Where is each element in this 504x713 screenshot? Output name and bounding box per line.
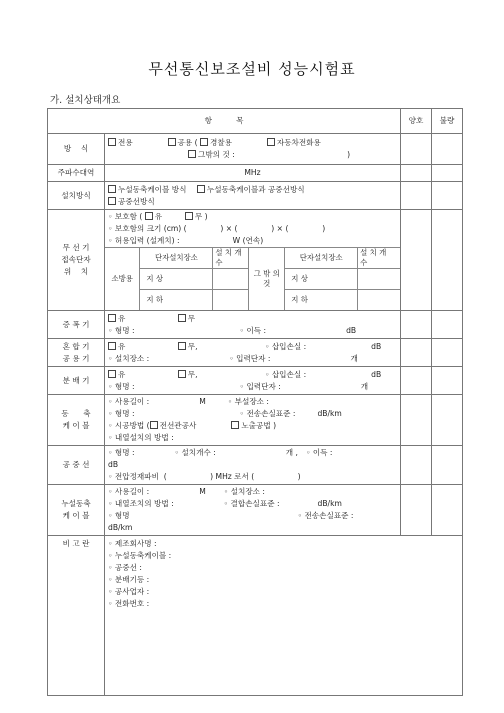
leaky-good-cell[interactable] — [401, 485, 432, 536]
coax-row — [48, 395, 463, 446]
checkbox-exposed[interactable] — [231, 421, 239, 429]
divider-label: 분 배 기 — [48, 367, 105, 395]
amp-bad-cell[interactable] — [432, 311, 463, 339]
above-ground-label-2: 지 상 — [285, 269, 358, 290]
coax-heat: ◦ 내열설치의 방법 : — [108, 433, 174, 442]
install-label: 설치방식 — [48, 182, 105, 210]
remark-phone: ◦ 전화번호 : — [108, 599, 150, 608]
checkbox-shared[interactable] — [168, 138, 176, 146]
method-label: 방 식 — [48, 134, 105, 165]
leaky-type: ◦ 형명 — [108, 511, 130, 520]
antenna-bad-cell[interactable] — [432, 446, 463, 485]
checkbox-divider-yes[interactable] — [108, 370, 116, 378]
remark-antenna: ◦ 공중선 : — [108, 563, 142, 572]
option-leaky-cable: 누설동축케이블 방식 — [118, 184, 187, 194]
coax-length-unit: M — [199, 397, 206, 406]
freq-good-cell[interactable] — [401, 165, 432, 182]
checkbox-conduit[interactable] — [150, 421, 158, 429]
coax-bad-cell[interactable] — [432, 395, 463, 446]
terminal-location-table — [105, 247, 400, 310]
amp-label: 증 폭 기 — [48, 311, 105, 339]
leaky-loss-unit: dB/km — [108, 523, 133, 532]
amp-yes: 유 — [118, 313, 126, 323]
amp-db: dB — [346, 325, 357, 335]
coax-conduit: 전선관공사 — [159, 421, 197, 430]
coax-method: ◦ 시공방법 ( — [108, 421, 150, 430]
antenna-gain-unit: dB — [108, 460, 119, 469]
coax-type: ◦ 형명 : — [108, 409, 135, 418]
coax-length: ◦ 사용길이 : — [108, 397, 150, 406]
connector-row — [48, 210, 463, 311]
remark-maker: ◦ 제조회사명 : — [108, 539, 157, 548]
leaky-length: ◦ 사용길이 : — [108, 487, 150, 496]
connector-good-cell[interactable] — [401, 210, 432, 311]
amp-no: 무 — [187, 313, 196, 323]
leaky-coupling: ◦ 결합손실표준 : — [223, 499, 280, 508]
coax-content — [105, 395, 401, 446]
method-options — [105, 134, 401, 165]
connector-bad-cell[interactable] — [432, 210, 463, 311]
below-count-cell[interactable] — [213, 290, 249, 311]
antenna-good-cell[interactable] — [401, 446, 432, 485]
mixer-label: 혼 합 기 공 용 기 — [48, 339, 105, 367]
below-ground-label-2: 지 하 — [285, 290, 358, 311]
install-good-cell[interactable] — [401, 182, 432, 210]
option-antenna: 공중선방식 — [118, 196, 155, 206]
install-row — [48, 182, 463, 210]
option-shared: 공용 ( — [177, 138, 198, 147]
amp-type: ◦ 형명 : — [108, 325, 135, 335]
freq-bad-cell[interactable] — [432, 165, 463, 182]
antenna-type: ◦ 형명 : — [108, 448, 135, 457]
coax-label: 동 축 케 이 블 — [48, 395, 105, 446]
coax-place: ◦ 부설장소 : — [227, 397, 269, 406]
coax-good-cell[interactable] — [401, 395, 432, 446]
antenna-gain: ◦ 이득 : — [305, 448, 333, 457]
header-good: 양호 — [401, 109, 432, 134]
option-other: 그밖의 것 : — [198, 150, 235, 159]
other-label: 그 밖 의 것 — [249, 248, 285, 311]
above-ground-label: 지 상 — [140, 269, 213, 290]
coax-loss-unit: dB/km — [317, 409, 342, 418]
method-bad-cell[interactable] — [432, 134, 463, 165]
remark-divider: ◦ 분배기등 : — [108, 575, 150, 584]
above-count-cell[interactable] — [213, 269, 249, 290]
checkbox-leaky-cable[interactable] — [108, 185, 116, 193]
method-row — [48, 134, 463, 165]
divider-yes: 유 — [118, 369, 126, 379]
leaky-loss: ◦ 전송손실표준 : — [297, 511, 354, 520]
mixer-bad-cell[interactable] — [432, 339, 463, 367]
divider-loss: ◦ 삽입손실 : — [264, 369, 307, 379]
below-count-cell-2[interactable] — [358, 290, 400, 311]
divider-db: dB — [371, 369, 382, 379]
divider-content — [105, 367, 401, 395]
option-police: 경찰용 — [210, 138, 233, 147]
amp-content — [105, 311, 401, 339]
antenna-count: ◦ 설치개수 : — [174, 448, 216, 457]
divider-bad-cell[interactable] — [432, 367, 463, 395]
mixer-no: 무, — [187, 341, 198, 351]
option-leaky-antenna: 누설동축케이블과 공중선방식 — [206, 184, 305, 194]
remark-leaky-cable: ◦ 누설동축케이블 : — [108, 551, 172, 560]
freq-unit: MHz — [105, 165, 401, 182]
mixer-place: ◦ 설치장소 : — [108, 353, 150, 363]
checkbox-exclusive[interactable] — [108, 138, 116, 146]
connector-content — [105, 210, 401, 311]
leaky-content — [105, 485, 401, 536]
checkbox-amp-yes[interactable] — [108, 314, 116, 322]
checkbox-box-no[interactable] — [185, 212, 193, 220]
below-ground-label: 지 하 — [140, 290, 213, 311]
method-good-cell[interactable] — [401, 134, 432, 165]
checkbox-box-yes[interactable] — [145, 212, 153, 220]
box-yes: 유 — [154, 212, 163, 221]
remarks-row — [48, 536, 463, 696]
checkbox-car-phone[interactable] — [267, 138, 275, 146]
leaky-heat: ◦ 내열조치의 방법 : — [108, 499, 174, 508]
leaky-bad-cell[interactable] — [432, 485, 463, 536]
checkbox-antenna[interactable] — [108, 197, 116, 205]
header-bad: 불량 — [432, 109, 463, 134]
freq-row — [48, 165, 463, 182]
coax-exposed: 노출공법 ) — [241, 421, 277, 430]
divider-row — [48, 367, 463, 395]
performance-test-table — [47, 108, 463, 696]
leaky-label: 누설동축 케 이 블 — [48, 485, 105, 536]
divider-no: 무, — [187, 369, 198, 379]
divider-terminal: ◦ 입력단자 : — [239, 381, 281, 391]
remark-contractor: ◦ 공사업자 : — [108, 587, 150, 596]
section-heading: 가. 설치상태개요 — [50, 95, 121, 106]
terminal-place-header-2: 단자설치장소 — [285, 248, 358, 269]
antenna-vswr: ◦ 전압정재파비 ( ) MHz 로서 ( ) — [108, 472, 301, 481]
antenna-content — [105, 446, 401, 485]
remarks-content — [105, 536, 463, 696]
mixer-terminal: ◦ 입력단자 : — [229, 353, 271, 363]
divider-good-cell[interactable] — [401, 367, 432, 395]
freq-label: 주파수대역 — [48, 165, 105, 182]
mixer-content — [105, 339, 401, 367]
divider-type: ◦ 형명 : — [108, 381, 135, 391]
leaky-length-unit: M — [199, 487, 206, 496]
box-no: 무 ) — [194, 212, 208, 221]
terminal-place-header: 단자설치장소 — [140, 248, 213, 269]
terminal-count-header: 설 치 개 수 — [213, 248, 249, 269]
checkbox-other[interactable] — [188, 150, 196, 158]
mixer-good-cell[interactable] — [401, 339, 432, 367]
mixer-db: dB — [371, 341, 382, 351]
box-label: ◦ 보호함 ( — [108, 212, 143, 221]
amp-gain: ◦ 이득 : — [239, 325, 267, 335]
antenna-row — [48, 446, 463, 485]
connector-label: 무 선 기 접속단자 위 치 — [48, 210, 105, 311]
fire-use-label: 소방용 — [105, 248, 140, 311]
mixer-row — [48, 339, 463, 367]
checkbox-mixer-no[interactable] — [178, 342, 186, 350]
leaky-place: ◦ 설치장소 : — [223, 487, 265, 496]
install-options — [105, 182, 401, 210]
remarks-label: 비 고 란 — [48, 536, 105, 696]
option-car-phone: 자동차전화용 — [276, 138, 321, 147]
mixer-yes: 유 — [118, 341, 126, 351]
header-item: 항 목 — [48, 109, 401, 134]
allowed-input: ◦ 허용입력 (설계치) : W (연속) — [108, 236, 264, 245]
divider-unit: 개 — [360, 381, 369, 391]
checkbox-amp-no[interactable] — [178, 314, 186, 322]
mixer-unit: 개 — [350, 353, 358, 363]
checkbox-police[interactable] — [200, 138, 208, 146]
checkbox-leaky-antenna[interactable] — [197, 185, 205, 193]
option-exclusive: 전용 — [118, 138, 133, 147]
terminal-count-header-2: 설 치 개 수 — [358, 248, 400, 269]
above-count-cell-2[interactable] — [358, 269, 400, 290]
leaky-coupling-unit: dB/km — [317, 499, 342, 508]
amp-good-cell[interactable] — [401, 311, 432, 339]
paren-close: ) — [347, 150, 351, 159]
document-title: 무선통신보조설비 성능시험표 — [148, 60, 356, 78]
antenna-label: 공 중 선 — [48, 446, 105, 485]
coax-loss: ◦ 전송손실표준 : — [239, 409, 296, 418]
mixer-loss: ◦ 삽입손실 : — [264, 341, 307, 351]
checkbox-divider-no[interactable] — [178, 370, 186, 378]
install-bad-cell[interactable] — [432, 182, 463, 210]
antenna-count-unit: 개 , — [285, 448, 298, 457]
checkbox-mixer-yes[interactable] — [108, 342, 116, 350]
amp-row — [48, 311, 463, 339]
leaky-row — [48, 485, 463, 536]
box-size: ◦ 보호함의 크기 (cm) ( ) × ( ) × ( ) — [108, 224, 326, 233]
header-row — [48, 109, 463, 134]
